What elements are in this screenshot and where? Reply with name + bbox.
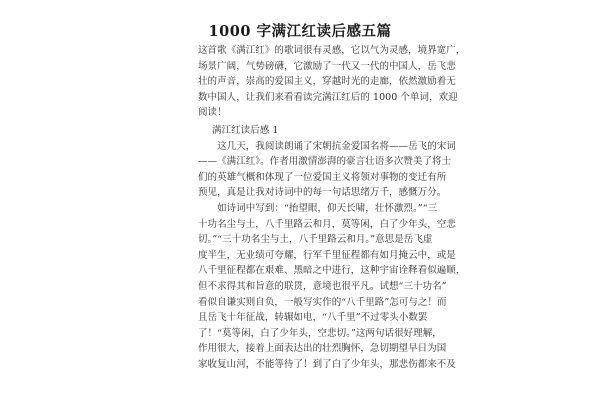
body-line: 预见，真是让我对诗词中的每一句话思绪万千，感慨万分。: [198, 187, 447, 199]
body-line: 了！“莫等闲，白了少年头，空悲切。”这两句话很好理解，: [198, 327, 442, 339]
intro-paragraph: [198, 43, 466, 121]
intro-line: 数中国人，让我们来看看读完满江红后的 1000 个单词，欢迎: [198, 91, 458, 103]
intro-line: 阅读！: [198, 107, 227, 119]
body-line: ——《满江红》。作者用激情澎湃的豪言壮语多次赞美了将士: [198, 156, 452, 168]
body-line: 度半生，无业绩可夸耀，行军千里征程都有如月掩云中，或是: [198, 249, 456, 261]
document-title: 1000 字满江红读后感五篇: [208, 23, 392, 40]
body-line: 如诗词中写到：“抬望眼，仰天长啸，壮怀激烈。”“三: [198, 202, 438, 214]
body-line: 看似自谦实则自负，一般写实作的“八千里路”怎可与之！而: [198, 296, 447, 308]
body-line: 家收复山河，不能等待了！到了白了少年头，那悲伤都来不及: [198, 358, 456, 370]
section-heading: 满江红读后感 1: [212, 124, 279, 136]
body-line: 切。”“三十功名尘与土，八千里路云和月。”意思是岳飞虚: [198, 234, 433, 246]
body-line: 十功名尘与土，八千里路云和月，莫等闲，白了少年头，空悲: [198, 218, 456, 230]
document-body: [198, 43, 466, 372]
intro-line: 壮的声音，崇高的爱国主义，穿越时光的走廊，依然激励着无: [198, 76, 456, 88]
body-line: 作用很大，接着上面表达出的壮烈胸怀，急切期望早日为国: [198, 343, 447, 355]
body-line: 且岳飞十年征战，转辗如电，“八千里”不过零头小数罢: [198, 312, 428, 324]
body-paragraphs: [198, 139, 466, 373]
intro-line: 场景广阔，气势磅礴，它激励了一代又一代的中国人，岳飞悲: [198, 60, 456, 72]
body-line: 但不求得其和旨意的联贯，意境也很平凡。试想“三十功名”: [198, 280, 447, 292]
body-line: 这几天，我阅读朗诵了宋朝抗金爱国名将——岳飞的宋词: [198, 140, 456, 152]
body-line: 八千里征程都在艰难、黑暗之中进行，这种宇宙诠释看似遍顺，: [198, 265, 466, 277]
body-line: 们的英雄气概和体现了一位爱国主义将领对事物的变迁有所: [198, 171, 447, 183]
intro-line: 这首歌《满江红》的歌词很有灵感，它以气为灵感，境界宽广，: [198, 45, 466, 56]
